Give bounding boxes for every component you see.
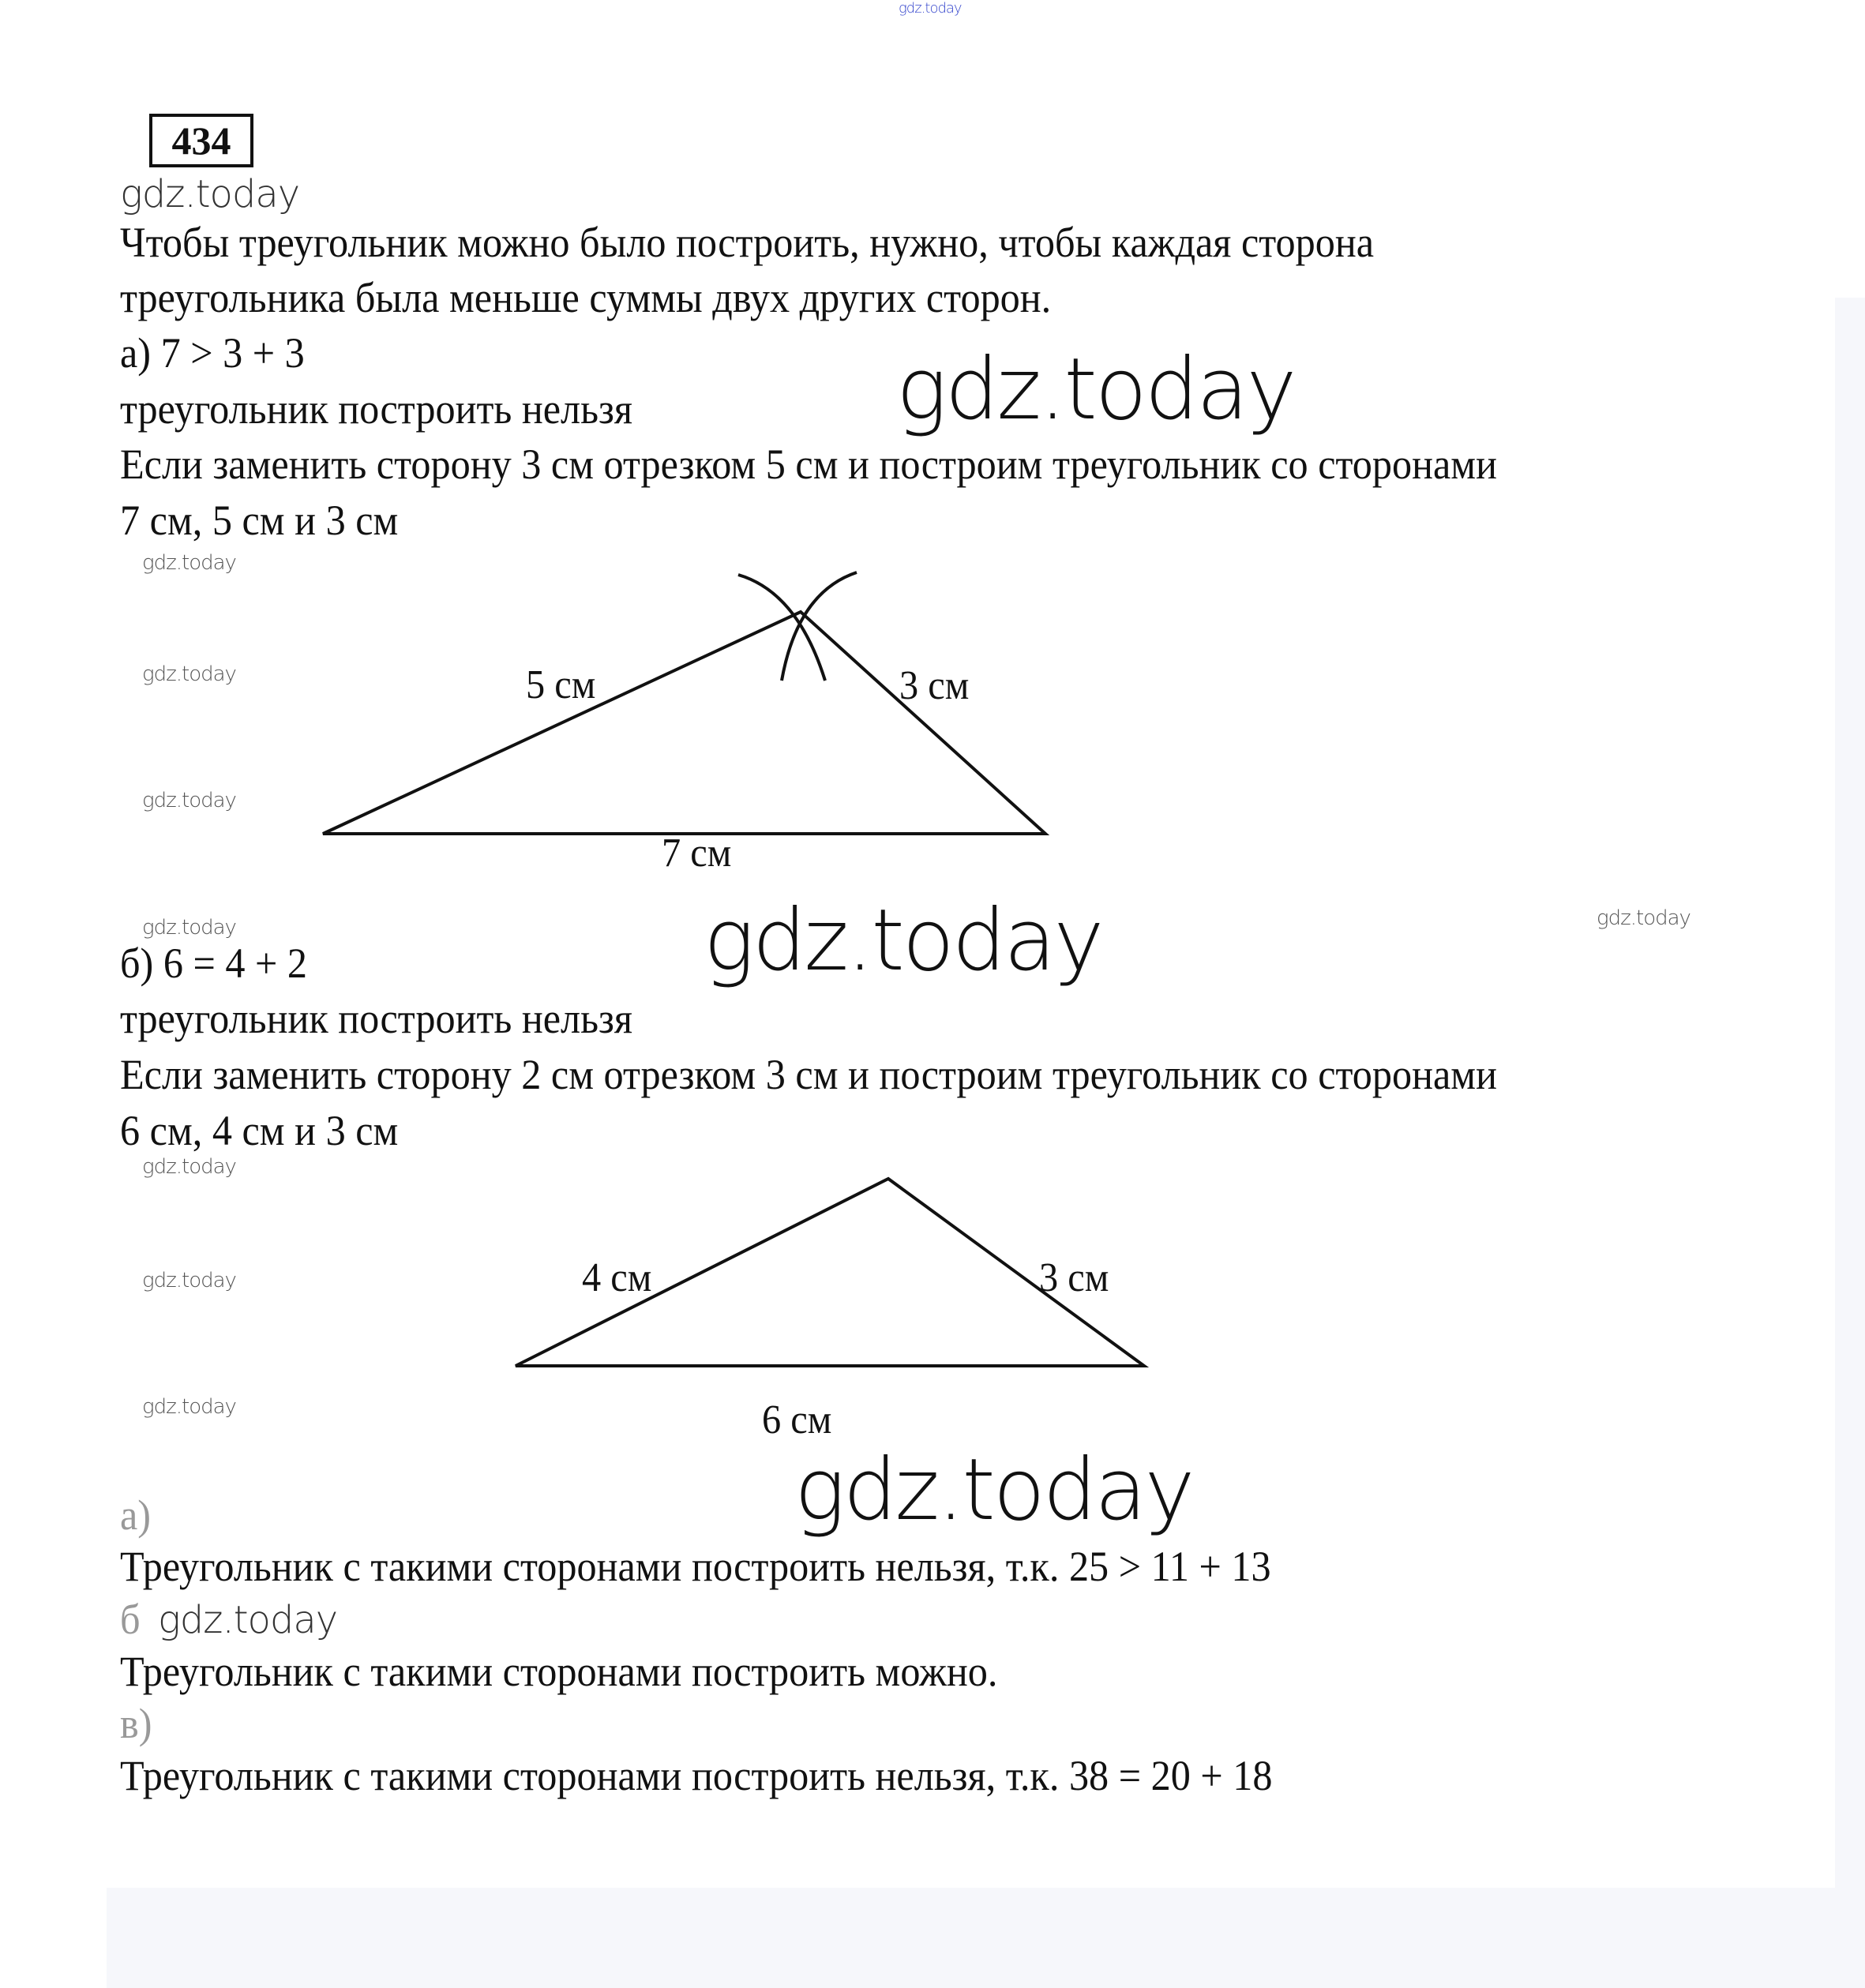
watermark: gdz.today xyxy=(794,1441,1193,1540)
watermark: gdz.today xyxy=(896,340,1295,439)
watermark: gdz.today xyxy=(899,0,962,17)
part-a-note: Если заменить сторону 3 см отрезком 5 см и построим треугольник со сторонами xyxy=(120,441,1497,488)
watermark: gdz.today xyxy=(142,1395,236,1419)
side-label: 3 см xyxy=(1039,1255,1109,1300)
watermark: gdz.today xyxy=(120,172,300,216)
side-label: 3 см xyxy=(899,663,970,708)
watermark: gdz.today xyxy=(142,1269,236,1292)
watermark: gdz.today xyxy=(142,916,236,940)
watermark: gdz.today xyxy=(142,662,236,686)
part-a-result: треугольник построить нельзя xyxy=(120,385,632,433)
part-b-label: б) 6 = 4 + 2 xyxy=(120,940,308,987)
item-text: Треугольник с такими сторонами построить можно. xyxy=(120,1648,998,1695)
part-b-note: 6 см, 4 см и 3 см xyxy=(120,1107,399,1154)
watermark: gdz.today xyxy=(142,551,236,575)
part-b-note: Если заменить сторону 2 см отрезком 3 см и построим треугольник со сторонами xyxy=(120,1051,1497,1098)
compass-arc xyxy=(738,575,825,681)
watermark: gdz.today xyxy=(704,891,1102,990)
side-label: 6 см xyxy=(762,1397,832,1442)
triangle-a-shape xyxy=(323,612,1045,834)
intro-line: Чтобы треугольник можно было построить, нужно, чтобы каждая сторона xyxy=(120,219,1375,266)
part-b-result: треугольник построить нельзя xyxy=(120,995,632,1042)
watermark: gdz.today xyxy=(142,789,236,812)
item-label: в) xyxy=(120,1700,152,1747)
item-text: Треугольник с такими сторонами построить нельзя, т.к. 38 = 20 + 18 xyxy=(120,1752,1273,1799)
watermark: gdz.today xyxy=(1597,906,1691,930)
watermark: gdz.today xyxy=(142,1155,236,1179)
side-label: 7 см xyxy=(662,831,732,876)
item-text: Треугольник с такими сторонами построить нельзя, т.к. 25 > 11 + 13 xyxy=(120,1543,1271,1590)
item-label: б xyxy=(120,1596,141,1643)
part-a-label: а) 7 > 3 + 3 xyxy=(120,329,305,377)
item-label: а) xyxy=(120,1491,152,1539)
problem-number: 434 xyxy=(149,114,253,167)
side-label: 5 см xyxy=(526,662,596,707)
part-a-note: 7 см, 5 см и 3 см xyxy=(120,497,399,544)
watermark: gdz.today xyxy=(158,1598,338,1642)
intro-line: треугольника была меньше суммы двух других сторон. xyxy=(120,274,1052,321)
side-label: 4 см xyxy=(582,1255,652,1300)
